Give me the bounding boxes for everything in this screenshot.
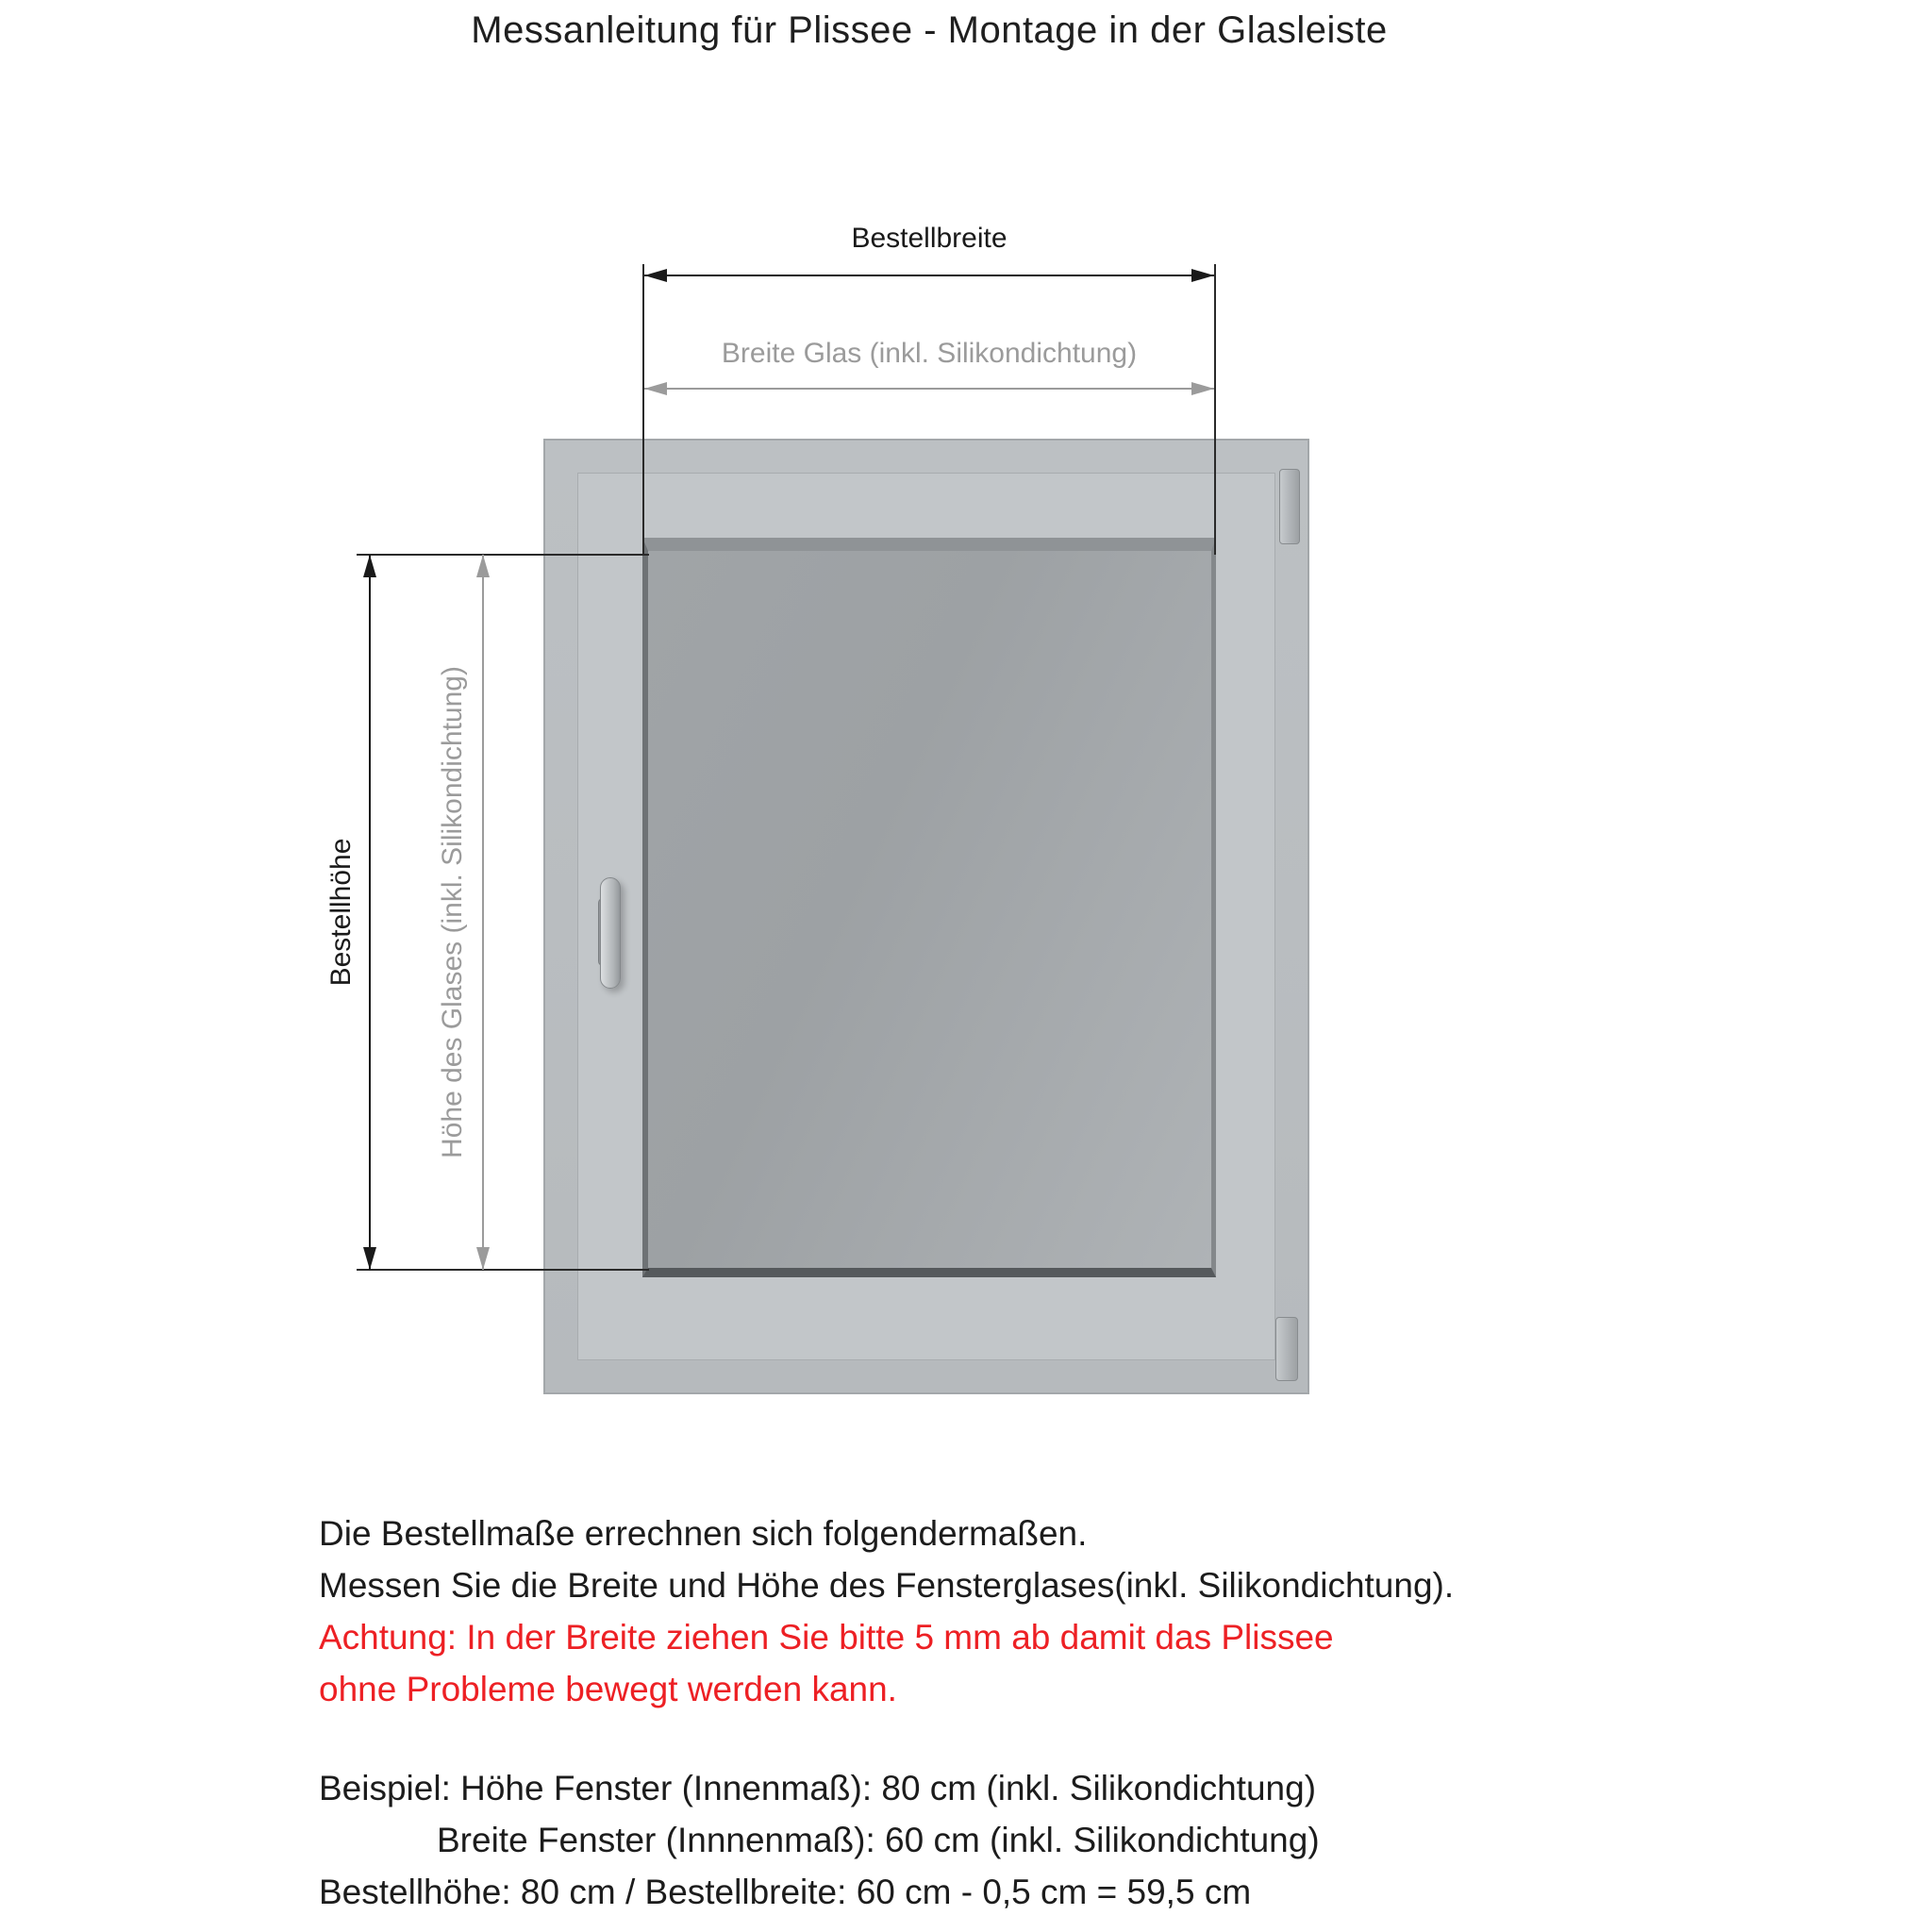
example-line-1: Beispiel: Höhe Fenster (Innenmaß): 80 cm (inkl. Silikondichtung) bbox=[319, 1769, 1317, 1807]
guide-line-glass-right bbox=[1214, 264, 1216, 555]
order-height-arrow bbox=[369, 555, 371, 1270]
page-title: Messanleitung für Plissee - Montage in der Glasleiste bbox=[471, 9, 1388, 51]
instruction-line-1: Die Bestellmaße errechnen sich folgendermaßen. bbox=[319, 1514, 1088, 1553]
instructions-text bbox=[319, 1507, 1454, 1918]
warning-line-2: ohne Probleme bewegt werden kann. bbox=[319, 1670, 897, 1708]
window-handle bbox=[600, 877, 621, 989]
warning-line-1: Achtung: In der Breite ziehen Sie bitte 5 mm ab damit das Plissee bbox=[319, 1618, 1334, 1657]
glass-width-arrow bbox=[644, 388, 1214, 390]
order-width-label: Bestellbreite bbox=[851, 223, 1008, 254]
order-width-arrow bbox=[644, 275, 1214, 276]
instruction-line-2: Messen Sie die Breite und Höhe des Fensterglases(inkl. Silikondichtung). bbox=[319, 1566, 1455, 1605]
guide-line-glass-left bbox=[642, 264, 644, 555]
order-height-label: Bestellhöhe bbox=[325, 838, 357, 987]
window-hinge-bottom bbox=[1275, 1317, 1298, 1381]
window-glass bbox=[642, 538, 1216, 1277]
guide-line-glass-bottom bbox=[357, 1269, 649, 1271]
glass-width-label: Breite Glas (inkl. Silikondichtung) bbox=[721, 338, 1138, 369]
example-line-3: Bestellhöhe: 80 cm / Bestellbreite: 60 cm - 0,5 cm = 59,5 cm bbox=[319, 1873, 1252, 1911]
glass-height-label: Höhe des Glases (inkl. Silikondichtung) bbox=[437, 666, 468, 1158]
guide-line-glass-top bbox=[357, 554, 649, 556]
glass-height-arrow bbox=[482, 555, 484, 1270]
example-line-2: Breite Fenster (Innnenmaß): 60 cm (inkl. Silikondichtung) bbox=[437, 1821, 1320, 1859]
window-hinge-top bbox=[1279, 469, 1300, 544]
